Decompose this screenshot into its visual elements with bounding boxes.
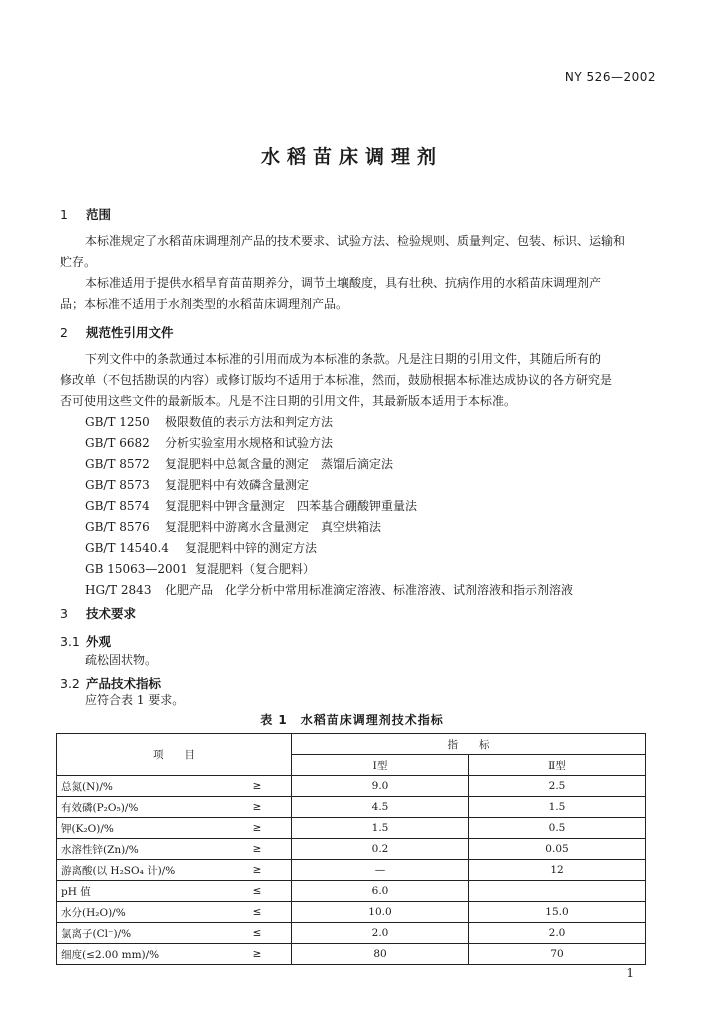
row-type-1-value: 80 [292, 944, 469, 965]
row-operator: ≤ [223, 902, 292, 923]
row-operator: ≥ [223, 797, 292, 818]
paragraph-line: 品；本标准不适用于水剂类型的水稻苗床调理剂产品。 [60, 297, 349, 311]
row-type-1-value: 6.0 [292, 881, 469, 902]
row-type-2-value: 2.0 [469, 923, 646, 944]
page-number: 1 [626, 966, 634, 980]
table-row [57, 923, 646, 944]
header-type-2: Ⅱ型 [469, 755, 646, 776]
section-1-heading [60, 205, 111, 223]
reference-title: 复混肥料中锌的测定方法 [185, 541, 318, 555]
reference-code: GB/T 8573 [85, 478, 150, 492]
reference-item [85, 539, 317, 556]
paragraph-line: 本标准规定了水稻苗床调理剂产品的技术要求、试验方法、检验规则、质量判定、包装、标识、运输和 [85, 234, 626, 248]
reference-title: 复混肥料中有效磷含量测定 [165, 478, 310, 492]
row-type-1-value: 1.5 [292, 818, 469, 839]
row-operator: ≥ [223, 944, 292, 965]
row-item: 总氮(N)/% [57, 776, 224, 797]
table-row [57, 902, 646, 923]
row-type-2-value: 70 [469, 944, 646, 965]
reference-title: 极限数值的表示方法和判定方法 [165, 415, 334, 429]
reference-code: GB/T 14540.4 [85, 541, 169, 555]
section-number: 3 [60, 606, 68, 621]
paragraph-line: 修改单（不包括勘误的内容）或修订版均不适用于本标准，然而，鼓励根据本标准达成协议的各方研究是 [60, 373, 613, 387]
row-item: 氯离子(Cl⁻)/% [57, 923, 224, 944]
header-item: 项 目 [57, 734, 292, 776]
reference-title: 化肥产品 化学分析中常用标准滴定溶液、标准溶液、试剂溶液和指示剂溶液 [165, 583, 574, 597]
section-2-heading [60, 323, 174, 341]
table-row [57, 797, 646, 818]
paragraph-line: 否可使用这些文件的最新版本。凡是不注日期的引用文件，其最新版本适用于本标准。 [60, 394, 517, 408]
row-item: 游离酸(以 H₂SO₄ 计)/% [57, 860, 224, 881]
row-type-1-value: 9.0 [292, 776, 469, 797]
reference-code: GB/T 6682 [85, 436, 150, 450]
row-operator: ≤ [223, 881, 292, 902]
row-type-2-value [469, 881, 646, 902]
reference-item [85, 455, 393, 472]
row-type-2-value: 0.05 [469, 839, 646, 860]
table-row [57, 881, 646, 902]
table-row [57, 839, 646, 860]
section-3-heading [60, 604, 136, 622]
reference-title: 复混肥料中游离水含量测定 真空烘箱法 [165, 520, 382, 534]
reference-title: 分析实验室用水规格和试验方法 [165, 436, 334, 450]
paragraph-line: 疏松固状物。 [85, 653, 158, 667]
row-operator: ≥ [223, 839, 292, 860]
row-type-2-value: 12 [469, 860, 646, 881]
paragraph-line: 本标准适用于提供水稻旱育苗苗期养分，调节土壤酸度，具有壮秧、抗病作用的水稻苗床调理剂产 [85, 276, 602, 290]
reference-code: GB/T 1250 [85, 415, 150, 429]
paragraph-line: 下列文件中的条款通过本标准的引用而成为本标准的条款。凡是注日期的引用文件，其随后所有的 [85, 352, 602, 366]
row-type-1-value: — [292, 860, 469, 881]
row-type-1-value: 2.0 [292, 923, 469, 944]
reference-item [85, 476, 309, 493]
table-caption: 表 1 水稻苗床调理剂技术指标 [260, 713, 444, 727]
row-item: pH 值 [57, 881, 224, 902]
section-title: 产品技术指标 [86, 676, 162, 691]
section-number: 3.1 [60, 634, 80, 649]
reference-item [85, 413, 333, 430]
paragraph-line: 应符合表 1 要求。 [85, 693, 185, 707]
row-operator: ≥ [223, 818, 292, 839]
reference-code: GB/T 8574 [85, 499, 150, 513]
row-type-1-value: 4.5 [292, 797, 469, 818]
row-type-2-value: 2.5 [469, 776, 646, 797]
header-index: 指 标 [292, 734, 646, 755]
section-title: 规范性引用文件 [86, 325, 174, 340]
section-number: 3.2 [60, 676, 80, 691]
section-number: 2 [60, 325, 68, 340]
row-item: 钾(K₂O)/% [57, 818, 224, 839]
row-type-1-value: 10.0 [292, 902, 469, 923]
row-item: 水溶性锌(Zn)/% [57, 839, 224, 860]
row-operator: ≤ [223, 923, 292, 944]
table-header-row [57, 734, 646, 755]
table-row [57, 944, 646, 965]
reference-code: GB 15063—2001 [85, 562, 188, 576]
header-type-1: Ⅰ型 [292, 755, 469, 776]
section-title: 范围 [86, 207, 112, 222]
paragraph-line: 贮存。 [60, 255, 97, 269]
row-item: 细度(≤2.00 mm)/% [57, 944, 224, 965]
row-item: 有效磷(P₂O₅)/% [57, 797, 224, 818]
row-type-1-value: 0.2 [292, 839, 469, 860]
reference-item [85, 518, 381, 535]
reference-item [85, 497, 417, 514]
table-row [57, 818, 646, 839]
row-operator: ≥ [223, 860, 292, 881]
reference-title: 复混肥料（复合肥料） [195, 562, 316, 576]
reference-code: HG/T 2843 [85, 583, 152, 597]
section-title: 外观 [86, 634, 112, 649]
row-type-2-value: 15.0 [469, 902, 646, 923]
reference-item [85, 581, 573, 598]
reference-code: GB/T 8576 [85, 520, 150, 534]
specification-table [56, 733, 646, 965]
row-operator: ≥ [223, 776, 292, 797]
row-type-2-value: 1.5 [469, 797, 646, 818]
reference-item [85, 434, 333, 451]
table-row [57, 860, 646, 881]
row-type-2-value: 0.5 [469, 818, 646, 839]
reference-code: GB/T 8572 [85, 457, 150, 471]
reference-title: 复混肥料中总氮含量的测定 蒸馏后滴定法 [165, 457, 394, 471]
section-title: 技术要求 [86, 606, 137, 621]
row-item: 水分(H₂O)/% [57, 902, 224, 923]
reference-title: 复混肥料中钾含量测定 四苯基合硼酸钾重量法 [165, 499, 418, 513]
document-title: 水稻苗床调理剂 [260, 146, 443, 168]
subsection-3-1-heading [60, 632, 111, 650]
section-number: 1 [60, 207, 68, 222]
table-row [57, 776, 646, 797]
standard-number: NY 526—2002 [564, 70, 656, 84]
reference-item [85, 560, 315, 577]
